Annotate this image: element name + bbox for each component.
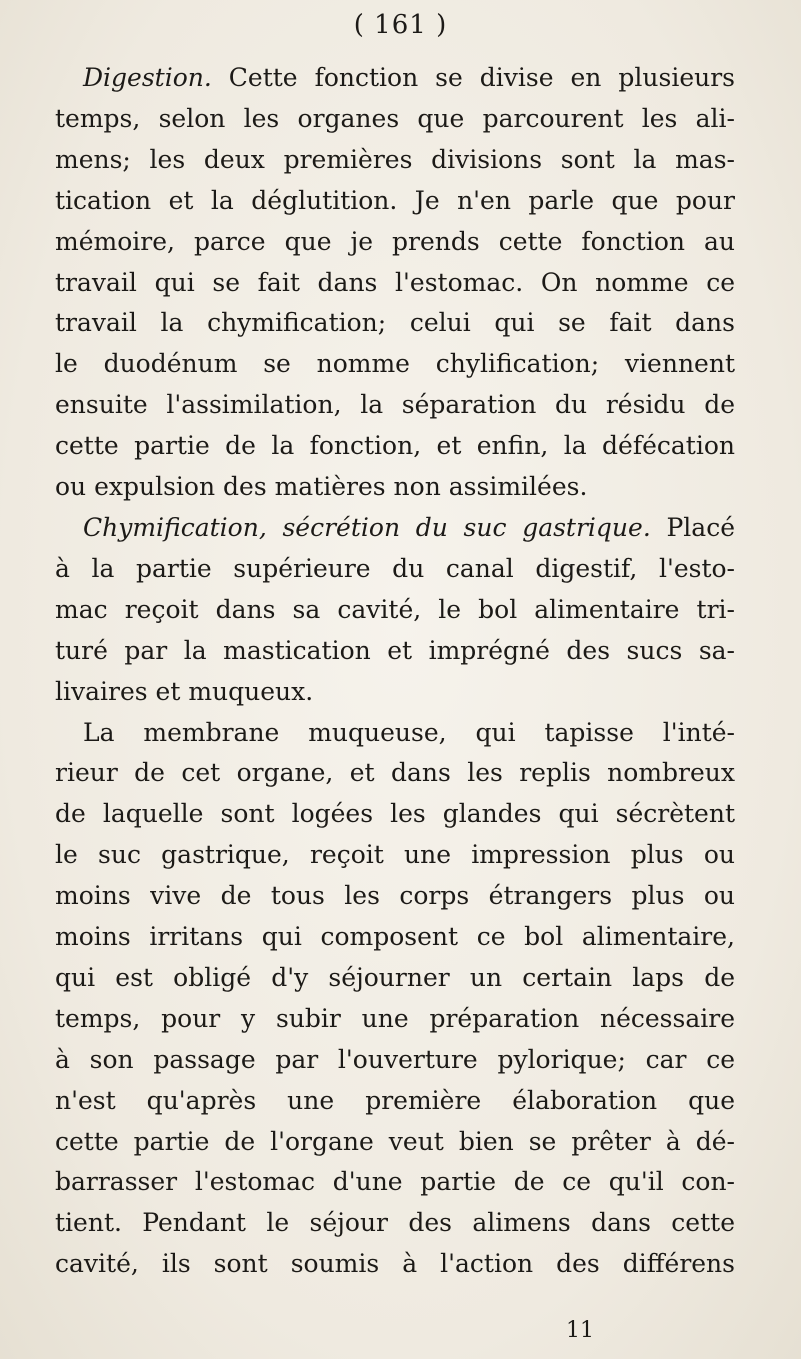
body-text bbox=[55, 58, 735, 1285]
text-line: mémoire, parce que je prends cette fonction au bbox=[55, 226, 735, 256]
signature-mark: 11 bbox=[566, 1318, 594, 1343]
text-line: cette partie de l'organe veut bien se prêter à dé- bbox=[55, 1126, 735, 1156]
text-line: à son passage par l'ouverture pylorique; car ce bbox=[55, 1044, 735, 1074]
paragraph-chymification bbox=[55, 508, 735, 713]
text-line: temps, selon les organes que parcourent les ali- bbox=[55, 103, 735, 133]
text-line: barrasser l'estomac d'une partie de ce qu'il con- bbox=[55, 1167, 735, 1197]
text-line: travail qui se fait dans l'estomac. On nomme ce bbox=[55, 267, 735, 297]
text-line: le duodénum se nomme chylification; viennent bbox=[55, 349, 735, 379]
section-heading: Digestion. bbox=[83, 63, 212, 92]
text-line: cavité, ils sont soumis à l'action des différens bbox=[55, 1249, 735, 1279]
page-number: ( 161 ) bbox=[353, 10, 448, 40]
text-line: n'est qu'après une première élaboration que bbox=[55, 1085, 735, 1115]
text-line: turé par la mastication et imprégné des sucs sa- bbox=[55, 635, 735, 665]
text-line: tient. Pendant le séjour des alimens dans cette bbox=[55, 1208, 735, 1238]
text-line: cette partie de la fonction, et enfin, la défécation bbox=[55, 431, 735, 461]
text-line: tication et la déglutition. Je n'en parle que pour bbox=[55, 185, 735, 215]
text-line: Digestion. Cette fonction se divise en plusieurs bbox=[83, 63, 735, 92]
text-line: qui est obligé d'y séjourner un certain laps de bbox=[55, 962, 735, 992]
text-line: moins vive de tous les corps étrangers plus ou bbox=[55, 881, 735, 911]
text-line: Chymification, sécrétion du suc gastrique. Placé bbox=[83, 512, 736, 542]
text-line: ou expulsion des matières non assimilées. bbox=[55, 472, 588, 502]
text-line: moins irritans qui composent ce bol alimentaire, bbox=[55, 922, 735, 952]
text-line: La membrane muqueuse, qui tapisse l'inté- bbox=[83, 717, 735, 747]
text-line: mens; les deux premières divisions sont la mas- bbox=[55, 144, 735, 174]
text-line: rieur de cet organe, et dans les replis nombreux bbox=[55, 758, 735, 788]
text-line: temps, pour y subir une préparation nécessaire bbox=[55, 1003, 735, 1033]
paragraph-membrane bbox=[55, 713, 735, 1286]
text-line: livaires et muqueux. bbox=[55, 676, 314, 706]
text-line: de laquelle sont logées les glandes qui sécrètent bbox=[55, 799, 735, 829]
text-line: ensuite l'assimilation, la séparation du résidu de bbox=[55, 390, 735, 420]
text-line: travail la chymification; celui qui se fait dans bbox=[55, 308, 735, 338]
section-heading: Chymification, sécrétion du suc gastrique. bbox=[83, 512, 651, 542]
paragraph-digestion bbox=[55, 58, 735, 508]
text-line: le suc gastrique, reçoit une impression plus ou bbox=[55, 840, 735, 870]
text-line: à la partie supérieure du canal digestif, l'esto- bbox=[55, 553, 735, 583]
text-line: mac reçoit dans sa cavité, le bol alimentaire tri- bbox=[55, 594, 735, 624]
